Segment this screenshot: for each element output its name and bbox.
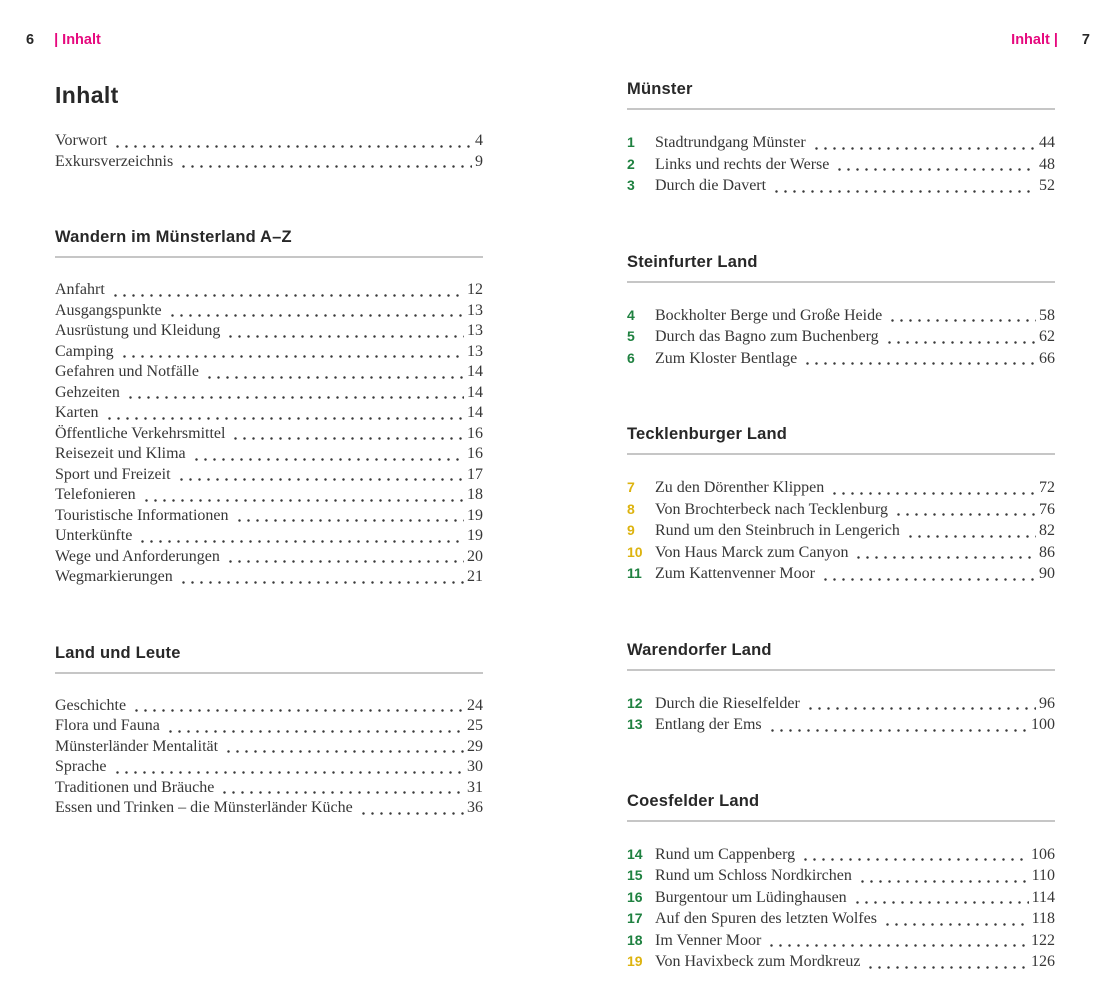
- dot-leader: [883, 923, 1029, 926]
- dot-leader: [359, 812, 464, 815]
- entry-page-number: 4: [475, 132, 483, 149]
- dot-leader: [906, 535, 1036, 538]
- section-heading: Münster: [627, 80, 1055, 110]
- toc-entry: [627, 154, 1055, 176]
- section-heading: Steinfurter Land: [627, 253, 1055, 283]
- entry-title: Ausrüstung und Kleidung: [55, 322, 221, 339]
- running-head-right: [1011, 32, 1090, 48]
- tour-number: 2: [627, 155, 635, 172]
- entry-title: Durch die Rieselfelder: [655, 694, 800, 712]
- running-head-left: [26, 32, 101, 48]
- section-coesfelder-land: [627, 792, 1055, 973]
- tour-number: 13: [627, 716, 643, 732]
- entry-title: Sport und Freizeit: [55, 465, 171, 483]
- dot-leader: [767, 944, 1028, 947]
- section-entry-list: [627, 132, 1055, 197]
- dot-leader: [231, 437, 464, 440]
- entry-page-number: 20: [467, 547, 483, 565]
- section-entry-list: [627, 477, 1055, 585]
- entry-title: Sprache: [55, 758, 107, 775]
- dot-leader: [821, 578, 1036, 581]
- entry-title: Rund um Schloss Nordkirchen: [655, 867, 852, 884]
- entry-title: Burgentour um Lüdinghausen: [655, 888, 847, 906]
- toc-entry: [55, 301, 483, 322]
- toc-entry: [55, 321, 483, 342]
- dot-leader: [179, 581, 464, 584]
- entry-title: Touristische Informationen: [55, 506, 229, 524]
- tour-number: 19: [627, 953, 643, 969]
- entry-page-number: 82: [1039, 522, 1055, 539]
- dot-leader: [120, 355, 464, 358]
- dot-leader: [806, 707, 1036, 710]
- dot-leader: [113, 771, 464, 774]
- toc-entry: [55, 506, 483, 527]
- entry-page-number: 76: [1039, 500, 1055, 518]
- entry-title: Auf den Spuren des letzten Wolfes: [655, 910, 877, 927]
- entry-page-number: 106: [1031, 845, 1055, 863]
- entry-title: Im Venner Moor: [655, 931, 762, 949]
- entry-title: Stadtrundgang Münster: [655, 134, 806, 151]
- toc-entry: [55, 778, 483, 799]
- entry-page-number: 21: [467, 568, 483, 585]
- toc-entry: [55, 757, 483, 778]
- entry-page-number: 126: [1031, 953, 1055, 970]
- dot-leader: [132, 709, 464, 712]
- entry-title: Durch die Davert: [655, 177, 767, 194]
- dot-leader: [224, 750, 464, 753]
- toc-entry: [627, 865, 1055, 887]
- toc-entry: [627, 714, 1055, 736]
- entry-title: Zum Kattenvenner Moor: [655, 565, 815, 582]
- entry-title: Wegmarkierungen: [55, 568, 173, 585]
- entry-page-number: 110: [1031, 867, 1055, 884]
- toc-entry: [627, 499, 1055, 521]
- entry-title: Karten: [55, 404, 99, 421]
- entry-title: Von Haus Marck zum Canyon: [655, 543, 849, 561]
- tour-number: 8: [627, 500, 635, 517]
- toc-entry: [627, 930, 1055, 952]
- entry-page-number: 18: [467, 486, 483, 503]
- tour-number: 1: [627, 134, 635, 150]
- dot-leader: [854, 556, 1036, 559]
- entry-title: Von Brochterbeck nach Tecklenburg: [655, 500, 889, 518]
- entry-page-number: 14: [467, 404, 483, 421]
- entry-page-number: 31: [467, 778, 483, 796]
- entry-page-number: 90: [1039, 565, 1055, 582]
- entry-page-number: 13: [467, 342, 483, 360]
- dot-leader: [226, 335, 464, 338]
- toc-entry: [55, 424, 483, 445]
- entry-page-number: 24: [467, 696, 483, 714]
- entry-page-number: 72: [1039, 479, 1055, 496]
- toc-entry: [55, 131, 483, 152]
- dot-leader: [126, 396, 464, 399]
- entry-title: Rund um Cappenberg: [655, 845, 796, 863]
- entry-title: Wege und Anforderungen: [55, 547, 220, 565]
- entry-title: Flora und Fauna: [55, 717, 160, 734]
- dot-leader: [226, 560, 464, 563]
- entry-title: Reisezeit und Klima: [55, 445, 186, 462]
- section-muenster: [627, 80, 1055, 197]
- tour-number: 15: [627, 867, 643, 883]
- toc-entry: [627, 520, 1055, 542]
- entry-title: Rund um den Steinbruch in Lengerich: [655, 522, 900, 539]
- dot-leader: [220, 791, 464, 794]
- tour-number: 17: [627, 910, 643, 926]
- entry-title: Exkursverzeichnis: [55, 152, 174, 170]
- entry-page-number: 25: [467, 717, 483, 734]
- toc-entry: [55, 696, 483, 717]
- entry-title: Ausgangspunkte: [55, 301, 162, 319]
- running-head: [26, 32, 1090, 48]
- tour-number: 6: [627, 349, 635, 366]
- entry-title: Gehzeiten: [55, 383, 120, 401]
- toc-entry: [55, 280, 483, 301]
- dot-leader: [894, 513, 1036, 516]
- entry-page-number: 114: [1031, 888, 1055, 906]
- tour-number: 4: [627, 306, 635, 323]
- entry-page-number: 13: [467, 322, 483, 339]
- toc-entry: [55, 716, 483, 737]
- toc-entry: [55, 152, 483, 173]
- section-steinfurter-land: [627, 253, 1055, 370]
- toc-entry: [627, 563, 1055, 585]
- section-heading: Warendorfer Land: [627, 641, 1055, 671]
- toc-entry: [55, 798, 483, 819]
- section-entry-list: [627, 693, 1055, 736]
- entry-title: Bockholter Berge und Große Heide: [655, 306, 883, 324]
- entry-title: Geschichte: [55, 696, 127, 714]
- dot-leader: [803, 362, 1036, 365]
- entry-page-number: 52: [1039, 177, 1055, 194]
- dot-leader: [853, 901, 1029, 904]
- section-entry-list: [627, 844, 1055, 973]
- entry-page-number: 44: [1039, 134, 1055, 151]
- toc-entry: [627, 305, 1055, 327]
- left-page-column: [55, 70, 483, 819]
- front-matter-list: [55, 131, 483, 172]
- dot-leader: [858, 880, 1029, 883]
- dot-leader: [835, 168, 1036, 171]
- tour-number: 14: [627, 845, 643, 862]
- toc-entry: [55, 383, 483, 404]
- entry-page-number: 19: [467, 527, 483, 544]
- entry-page-number: 19: [467, 506, 483, 524]
- dot-leader: [772, 190, 1036, 193]
- section-heading: Coesfelder Land: [627, 792, 1055, 822]
- entry-page-number: 86: [1039, 543, 1055, 561]
- entry-title: Zu den Dörenther Klippen: [655, 479, 825, 496]
- entry-title: Öffentliche Verkehrsmittel: [55, 424, 226, 442]
- page-number-left: 6: [26, 32, 35, 48]
- entry-page-number: 96: [1039, 694, 1055, 712]
- toc-entry: [55, 444, 483, 465]
- running-title-right: Inhalt |: [1011, 32, 1058, 48]
- dot-leader: [192, 458, 464, 461]
- entry-title: Telefonieren: [55, 486, 136, 503]
- toc-entry: [55, 362, 483, 383]
- section-heading: Land und Leute: [55, 644, 483, 674]
- toc-entry: [627, 908, 1055, 930]
- toc-entry: [55, 465, 483, 486]
- tour-number: 12: [627, 694, 643, 711]
- tour-number: 3: [627, 177, 635, 193]
- section-entry-list: [55, 280, 483, 588]
- tour-number: 7: [627, 479, 635, 495]
- entry-page-number: 9: [475, 152, 483, 170]
- entry-title: Durch das Bagno zum Buchenberg: [655, 328, 879, 345]
- entry-page-number: 36: [467, 799, 483, 816]
- tour-number: 11: [627, 565, 642, 581]
- entry-title: Camping: [55, 342, 114, 360]
- entry-page-number: 100: [1031, 716, 1055, 733]
- entry-title: Unterkünfte: [55, 527, 133, 544]
- toc-entry: [627, 693, 1055, 715]
- entry-page-number: 62: [1039, 328, 1055, 345]
- tour-number: 9: [627, 522, 635, 538]
- entry-page-number: 30: [467, 758, 483, 775]
- tour-number: 18: [627, 931, 643, 948]
- dot-leader: [768, 729, 1028, 732]
- toc-entry: [627, 887, 1055, 909]
- dot-leader: [105, 417, 464, 420]
- entry-title: Entlang der Ems: [655, 716, 762, 733]
- section-heading: Wandern im Münsterland A–Z: [55, 228, 483, 258]
- entry-page-number: 29: [467, 737, 483, 755]
- dot-leader: [168, 314, 464, 317]
- entry-title: Links und rechts der Werse: [655, 155, 830, 173]
- toc-entry: [627, 326, 1055, 348]
- toc-entry: [627, 477, 1055, 499]
- tour-number: 16: [627, 888, 643, 905]
- toc-entry: [55, 403, 483, 424]
- section-entry-list: [627, 305, 1055, 370]
- section-entry-list: [55, 696, 483, 819]
- dot-leader: [866, 966, 1028, 969]
- entry-page-number: 13: [467, 301, 483, 319]
- section-wandern-im-muensterland: [55, 228, 483, 588]
- entry-title: Münsterländer Mentalität: [55, 737, 219, 755]
- toc-entry: [627, 542, 1055, 564]
- entry-page-number: 48: [1039, 155, 1055, 173]
- toc-entry: [55, 567, 483, 588]
- dot-leader: [885, 341, 1036, 344]
- section-heading: Tecklenburger Land: [627, 425, 1055, 455]
- toc-entry: [55, 526, 483, 547]
- dot-leader: [830, 492, 1036, 495]
- dot-leader: [179, 165, 472, 168]
- entry-title: Zum Kloster Bentlage: [655, 349, 798, 367]
- toc-entry: [627, 951, 1055, 973]
- section-land-und-leute: [55, 644, 483, 819]
- tour-number: 10: [627, 543, 643, 560]
- entry-title: Vorwort: [55, 132, 108, 149]
- toc-entry: [627, 348, 1055, 370]
- entry-page-number: 14: [467, 363, 483, 380]
- tour-number: 5: [627, 328, 635, 344]
- section-tecklenburger-land: [627, 425, 1055, 585]
- dot-leader: [138, 540, 464, 543]
- toc-entry: [627, 844, 1055, 866]
- entry-title: Essen und Trinken – die Münsterländer Küche: [55, 799, 353, 816]
- toc-entry: [627, 132, 1055, 154]
- dot-leader: [205, 376, 464, 379]
- toc-entry: [55, 547, 483, 568]
- entry-page-number: 17: [467, 465, 483, 483]
- dot-leader: [812, 147, 1036, 150]
- dot-leader: [177, 478, 464, 481]
- entry-page-number: 122: [1031, 931, 1055, 949]
- entry-title: Von Havixbeck zum Mordkreuz: [655, 953, 861, 970]
- dot-leader: [801, 858, 1028, 861]
- toc-entry: [627, 175, 1055, 197]
- dot-leader: [166, 730, 464, 733]
- right-page-column: [627, 70, 1055, 973]
- dot-leader: [113, 145, 472, 148]
- running-title-left: | Inhalt: [54, 32, 101, 48]
- entry-page-number: 12: [467, 281, 483, 298]
- entry-title: Anfahrt: [55, 281, 105, 298]
- page-number-right: 7: [1081, 32, 1090, 48]
- entry-page-number: 66: [1039, 349, 1055, 367]
- entry-page-number: 16: [467, 424, 483, 442]
- toc-entry: [55, 737, 483, 758]
- dot-leader: [235, 519, 465, 522]
- section-warendorfer-land: [627, 641, 1055, 736]
- toc-entry: [55, 485, 483, 506]
- entry-page-number: 58: [1039, 306, 1055, 324]
- dot-leader: [888, 319, 1036, 322]
- entry-page-number: 118: [1031, 910, 1055, 927]
- entry-page-number: 16: [467, 445, 483, 462]
- entry-title: Gefahren und Notfälle: [55, 363, 199, 380]
- entry-title: Traditionen und Bräuche: [55, 778, 215, 796]
- page-title: Inhalt: [55, 82, 119, 108]
- dot-leader: [142, 499, 464, 502]
- toc-entry: [55, 342, 483, 363]
- entry-page-number: 14: [467, 383, 483, 401]
- dot-leader: [111, 294, 464, 297]
